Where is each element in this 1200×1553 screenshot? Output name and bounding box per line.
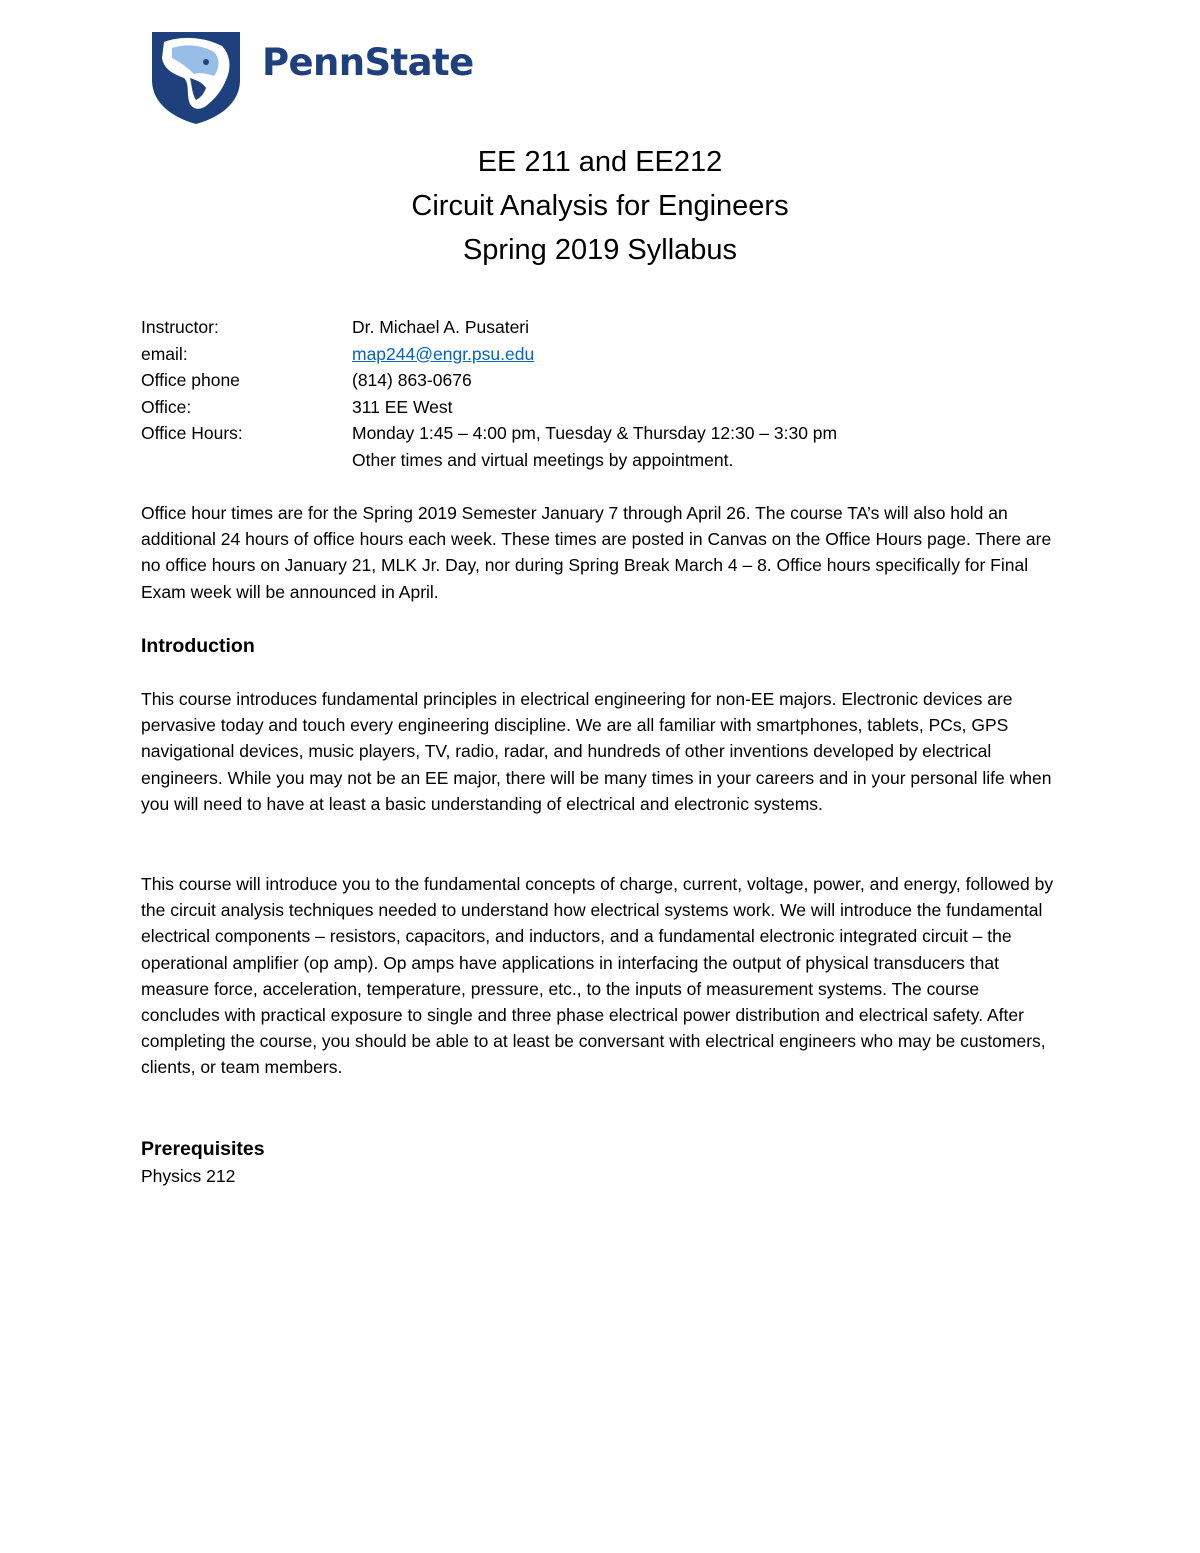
office-hours-note: Other times and virtual meetings by appointment. [352, 449, 734, 470]
introduction-heading: Introduction [141, 635, 255, 657]
info-row-instructor [141, 314, 837, 341]
info-row-office [141, 394, 837, 421]
email-link[interactable]: map244@engr.psu.edu [352, 343, 535, 364]
logo-wordmark: PennState [262, 40, 474, 84]
info-label: Instructor: [141, 317, 219, 337]
office-hours-paragraph: Office hour times are for the Spring 2019 Semester January 7 through April 26. The course TA’s will also hold an additional 24 hours of office hours each week. These times are posted in Canvas on the Office Hours page. There are no office hours on January 21, MLK Jr. Day, nor during Spring Break March 4 – 8. Office hours specifically for Final Exam week will be announced in April. [141, 503, 1052, 602]
info-label: Office: [141, 396, 192, 417]
info-label: Office Hours: [141, 423, 243, 443]
info-label: email: [141, 343, 188, 364]
info-row-office-hours [141, 420, 837, 447]
document-title [0, 140, 1200, 272]
prerequisites-heading: Prerequisites [141, 1138, 265, 1160]
instructor-info [141, 314, 837, 473]
info-row-appointments [141, 447, 837, 474]
introduction-paragraph-2: This course will introduce you to the fundamental concepts of charge, current, voltage, power, and energy, followed by the circuit analysis techniques needed to understand how electrical systems work. We will introduce the fundamental electrical components – resistors, capacitors, and inductors, and a fundamental electronic integrated circuit – the operational amplifier (op amp). Op amps have applications in interfacing the output of physical transducers that measure force, acceleration, temperature, pressure, etc., to the inputs of measurement systems. The course concludes with practical exposure to single and three phase electrical power distribution and electrical safety. After completing the course, you should be able to at least be conversant with electrical engineers who may be customers, clients, or team members. [141, 874, 1054, 1078]
office-location: 311 EE West [352, 396, 453, 417]
info-row-email [141, 341, 837, 368]
office-hours-times: Monday 1:45 – 4:00 pm, Tuesday & Thursday 12:30 – 3:30 pm [352, 423, 838, 443]
title-term: Spring 2019 Syllabus [462, 234, 738, 266]
nittany-lion-shield-icon [150, 28, 242, 124]
info-label [141, 447, 352, 474]
title-course-name: Circuit Analysis for Engineers [411, 190, 789, 222]
introduction-paragraph-1: This course introduces fundamental principles in electrical engineering for non-EE majors. Electronic devices are pervasive today and touch every engineering discipline. We are all familiar with smartphones, tablets, PCs, GPS navigational devices, music players, TV, radio, radar, and hundreds of other inventions developed by electrical engineers. While you may not be an EE major, there will be many times in your careers and in your personal life when you will need to have at least a basic understanding of electrical and electronic systems. [141, 689, 1052, 814]
title-course-codes: EE 211 and EE212 [477, 146, 723, 178]
info-row-phone [141, 367, 837, 394]
prerequisites-text: Physics 212 [141, 1166, 236, 1186]
instructor-name: Dr. Michael A. Pusateri [352, 317, 530, 337]
info-label: Office phone [141, 370, 240, 390]
pennstate-logo [150, 28, 474, 124]
office-phone: (814) 863-0676 [352, 370, 472, 390]
